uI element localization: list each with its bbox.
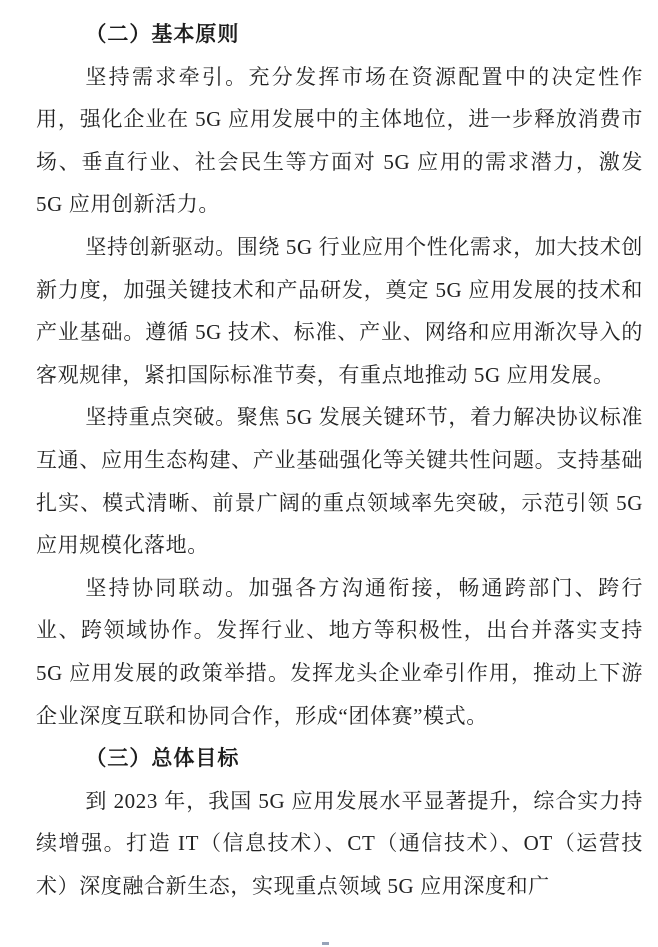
paragraph-innovation-driven: 坚持创新驱动。围绕 5G 行业应用个性化需求，加大技术创新力度，加强关键技术和产品研发，奠定 5G 应用发展的技术和产业基础。遵循 5G 技术、标准、产业、网络和应用渐次导入的客观规律，紧扣国际标准节奏，有重点地推动 5G 应用发展。 bbox=[36, 234, 643, 387]
paragraph-coordinated-linkage: 坚持协同联动。加强各方沟通衔接，畅通跨部门、跨行业、跨领域协作。发挥行业、地方等积极性，出台并落实支持 5G 应用发展的政策举措。发挥龙头企业牵引作用，推动上下游企业深度互联和协同合作，形成“团体赛”模式。 bbox=[36, 575, 643, 728]
paragraph-2023-goals: 到 2023 年，我国 5G 应用发展水平显著提升，综合实力持续增强。打造 IT（信息技术）、CT（通信技术）、OT（运营技术）深度融合新生态，实现重点领域 5G 应用深度和广 bbox=[36, 788, 643, 898]
page-number-artifact bbox=[322, 942, 329, 945]
section-heading-basic-principles: （二）基本原则 bbox=[85, 22, 240, 46]
paragraph-key-breakthroughs: 坚持重点突破。聚焦 5G 发展关键环节，着力解决协议标准互通、应用生态构建、产业基础强化等关键共性问题。支持基础扎实、模式清晰、前景广阔的重点领域率先突破，示范引领 5G 应用规模化落地。 bbox=[36, 405, 643, 558]
section-heading-overall-goals: （三）总体目标 bbox=[85, 746, 240, 771]
paragraph-demand-driven: 坚持需求牵引。充分发挥市场在资源配置中的决定性作用，强化企业在 5G 应用发展中的主体地位，进一步释放消费市场、垂直行业、社会民生等方面对 5G 应用的需求潜力，激发 5G 应用创新活力。 bbox=[36, 64, 643, 217]
